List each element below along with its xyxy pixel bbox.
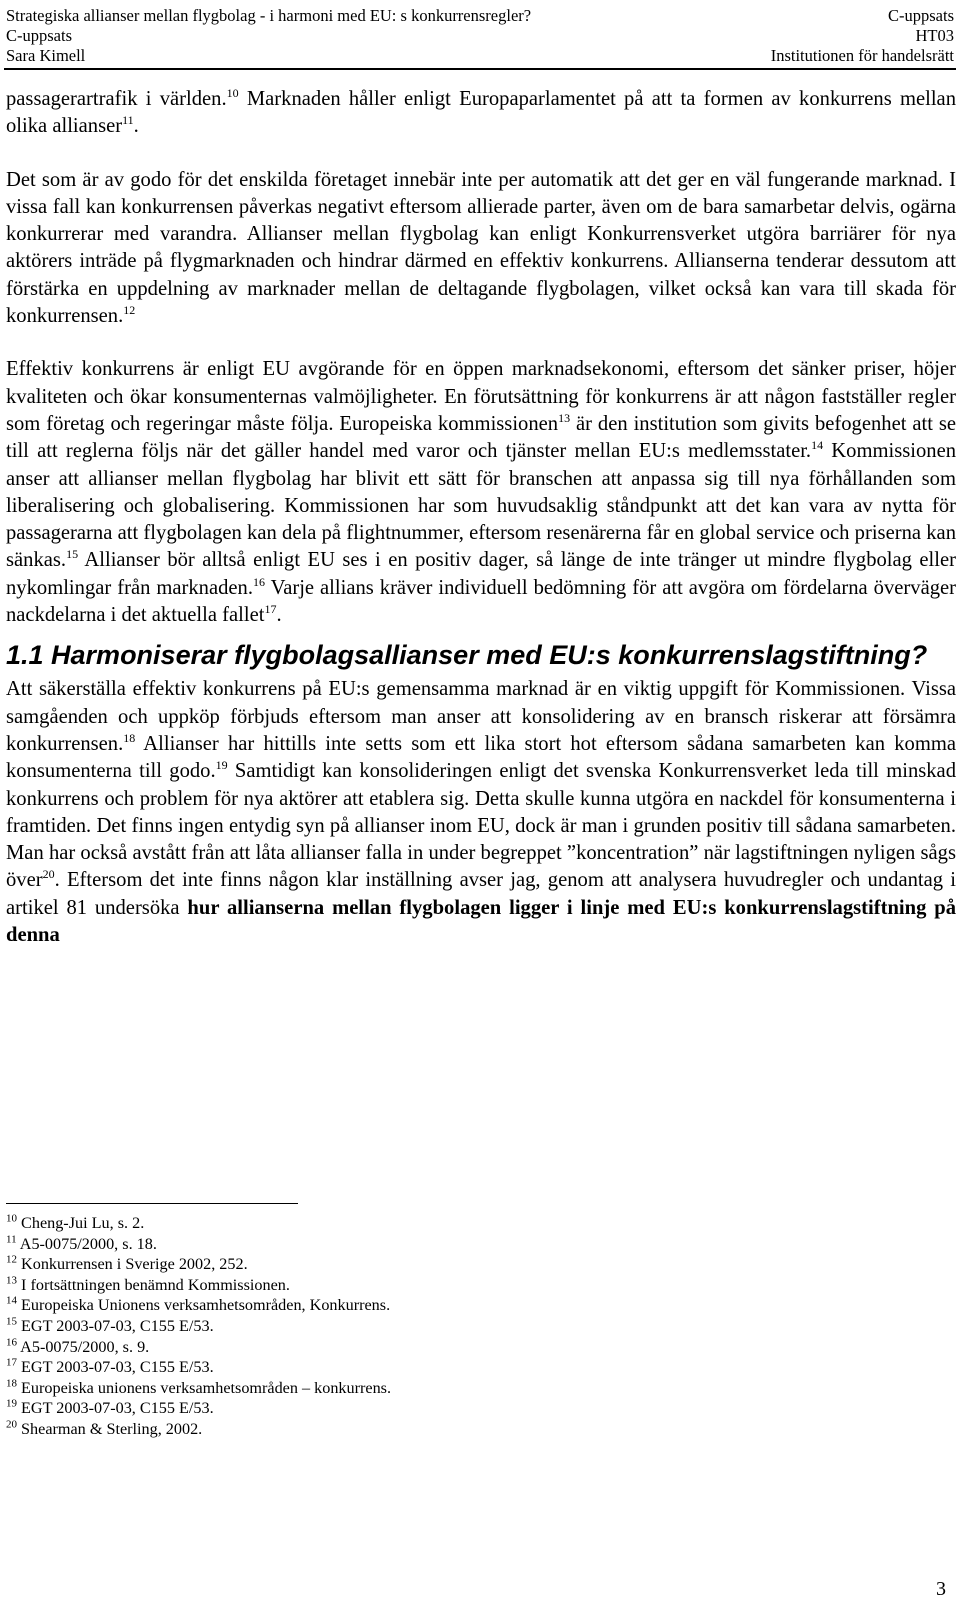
text-run: är den institution som givits befogenhet att se till att reglerna följs när det gäller handel med varor och tjänster mellan EU:s medlemsstater. (6, 412, 956, 463)
footnote-ref: 15 (66, 547, 79, 562)
footnote-ref: 16 (253, 574, 265, 589)
text-run: Varje allians kräver individuell bedömning för att avgöra om fördelarna överväger nackdelarna i det aktuella fallet (6, 576, 957, 627)
footnote-number: 13 (6, 1274, 17, 1287)
footnote-ref: 11 (122, 113, 134, 128)
footnote-number: 10 (6, 1212, 17, 1225)
footnote-number: 11 (6, 1233, 17, 1246)
bold-text: hur allianserna mellan flygbolagen ligger i linje med EU:s konkurrenslagstiftning på denna (6, 896, 956, 947)
footnote-ref: 14 (811, 438, 824, 453)
footnote-ref: 10 (226, 86, 239, 101)
footnote-number: 14 (6, 1294, 17, 1307)
text-run: . (276, 604, 282, 627)
body-text (6, 86, 956, 949)
footnote (6, 1419, 391, 1440)
paragraph (6, 356, 956, 629)
footnote-ref: 12 (123, 303, 136, 318)
footnote-text: Europeiska unionens verksamhetsområden – konkurrens. (21, 1378, 392, 1397)
footnote-text: Shearman & Sterling, 2002. (21, 1419, 203, 1438)
footnote-text: Konkurrensen i Sverige 2002, 252. (21, 1255, 248, 1274)
text-run: Kommissionen anser att allianser mellan flygbolag har blivit ett sätt för branschen att anpassa sig till nya förhållanden som liberalisering och globalisering. Kommissionen har som huvudsaklig ståndpunkt att det kan vara av nytta för passagerarna att flygbolagen kan dela på flightnummer, eftersom resenärerna får en global service och priserna kan sänkas. (6, 440, 957, 572)
text-run: passagerartrafik i världen. (6, 88, 227, 110)
footnote (6, 1254, 391, 1275)
footnote-number: 18 (6, 1377, 17, 1390)
header-type-right: C-uppsats (888, 6, 954, 25)
text-run: Effektiv konkurrens är enligt EU avgörande för en öppen marknadsekonomi, eftersom det sänker priser, höjer kvaliteten och ökar konsumenternas valmöjligheter. En förutsättning för konkurrens är att någon fastställer regler som företag och regeringar måste följa. Europeiska kommissionen (6, 358, 956, 435)
footnote (6, 1213, 391, 1234)
footnote (6, 1234, 391, 1255)
section-heading: 1.1 Harmoniserar flygbolagsallianser med EU:s konkurrenslagstiftning? (6, 640, 928, 671)
paragraph (6, 86, 956, 141)
footnote-number: 17 (6, 1356, 17, 1369)
paragraph (6, 167, 956, 331)
footnote-ref: 19 (215, 758, 228, 773)
paragraph (6, 676, 956, 949)
footnote-number: 16 (6, 1336, 17, 1349)
text-run: Allianser bör alltså enligt EU ses i en positiv dager, så länge de inte tränger ut mindre flygbolag eller nykomlingar från marknaden. (6, 549, 956, 599)
text-run: Allianser har hittills inte setts som ett lika stort hot eftersom sådana samarbeten kan komma konsumenterna till godo. (6, 732, 956, 783)
footnote (6, 1337, 391, 1358)
footnote-text: I fortsättningen benämnd Kommissionen. (21, 1275, 290, 1294)
footnote (6, 1275, 391, 1296)
footnotes (6, 1213, 391, 1440)
text-run: Det som är av godo för det enskilda företaget innebär inte per automatik att det ger en väl fungerande marknad. I vissa fall kan konkurrensen påverkas negativt eftersom allierade parter, även om de bara samarbetar delvis, ogärna konkurrerar med varandra. Allianser mellan flygbolag kan enligt Konkurrensverket utgöra barriärer för nya aktörers inträde på flygmarknaden och hindrar därmed en effektiv konkurrens. Allianserna tenderar dessutom att förstärka en uppdelning av marknader mellan de deltagande flygbolagen, vilket också kan vara till skada för konkurrensen. (6, 168, 956, 328)
footnote-number: 12 (6, 1253, 17, 1266)
footnote-separator (6, 1203, 298, 1204)
text-run: Marknaden håller enligt Europaparlamentet på att ta formen av konkurrens mellan olika allianser (6, 88, 956, 138)
footnote-text: Cheng-Jui Lu, s. 2. (21, 1214, 145, 1232)
header-code: HT03 (915, 26, 954, 45)
footnote (6, 1378, 391, 1399)
footnote (6, 1295, 391, 1316)
footnote-number: 19 (6, 1397, 17, 1410)
footnote-ref: 17 (264, 602, 277, 617)
footnote-text: EGT 2003-07-03, C155 E/53. (21, 1358, 214, 1377)
header-title: Strategiska allianser mellan flygbolag - i harmoni med EU: s konkurrensregler? (6, 6, 532, 25)
page-number: 3 (936, 1578, 946, 1600)
text-run: . Eftersom det inte finns någon klar inställning avser jag, genom att analysera huvudregler och undantag i artikel 81 undersöka (6, 869, 956, 919)
footnote-ref: 18 (123, 731, 136, 746)
footnote-ref: 13 (558, 411, 571, 426)
header-author: Sara Kimell (6, 46, 86, 65)
footnote-text: Europeiska Unionens verksamhetsområden, Konkurrens. (21, 1296, 391, 1315)
footnote (6, 1357, 391, 1378)
footnote-text: EGT 2003-07-03, C155 E/53. (21, 1399, 214, 1418)
text-run: . (133, 115, 139, 138)
footnote-ref: 20 (42, 867, 55, 882)
footnote (6, 1398, 391, 1419)
footnote-number: 20 (6, 1418, 17, 1431)
footnote-text: A5-0075/2000, s. 18. (19, 1234, 157, 1253)
footnote-text: EGT 2003-07-03, C155 E/53. (21, 1316, 214, 1335)
text-run: Samtidigt kan konsolideringen enligt det svenska Konkurrensverket leda till minskad konkurrens och problem för nya aktörer att etablera sig. Detta skulle kunna utgöra en nackdel för konsumenterna i framtiden. Det finns ingen entydig syn på allianser inom EU, dock är man i grunden positiv till sådana samarbeten. Man har också avstått från att låta allianser falla in under begreppet ”koncentration” när lagstiftningen nyligen sågs över (6, 760, 956, 892)
header-rule (4, 68, 956, 70)
header-type-left: C-uppsats (6, 26, 72, 45)
footnote-number: 15 (6, 1315, 17, 1328)
footnote (6, 1316, 391, 1337)
header-institution: Institutionen för handelsrätt (770, 46, 954, 65)
footnote-text: A5-0075/2000, s. 9. (20, 1337, 150, 1356)
text-run: Att säkerställa effektiv konkurrens på EU:s gemensamma marknad är en viktig uppgift för Kommissionen. Vissa samgåenden och uppköp förbjuds eftersom man anser att konsolidering av en bransch riskerar att försämra konkurrensen. (6, 678, 956, 755)
